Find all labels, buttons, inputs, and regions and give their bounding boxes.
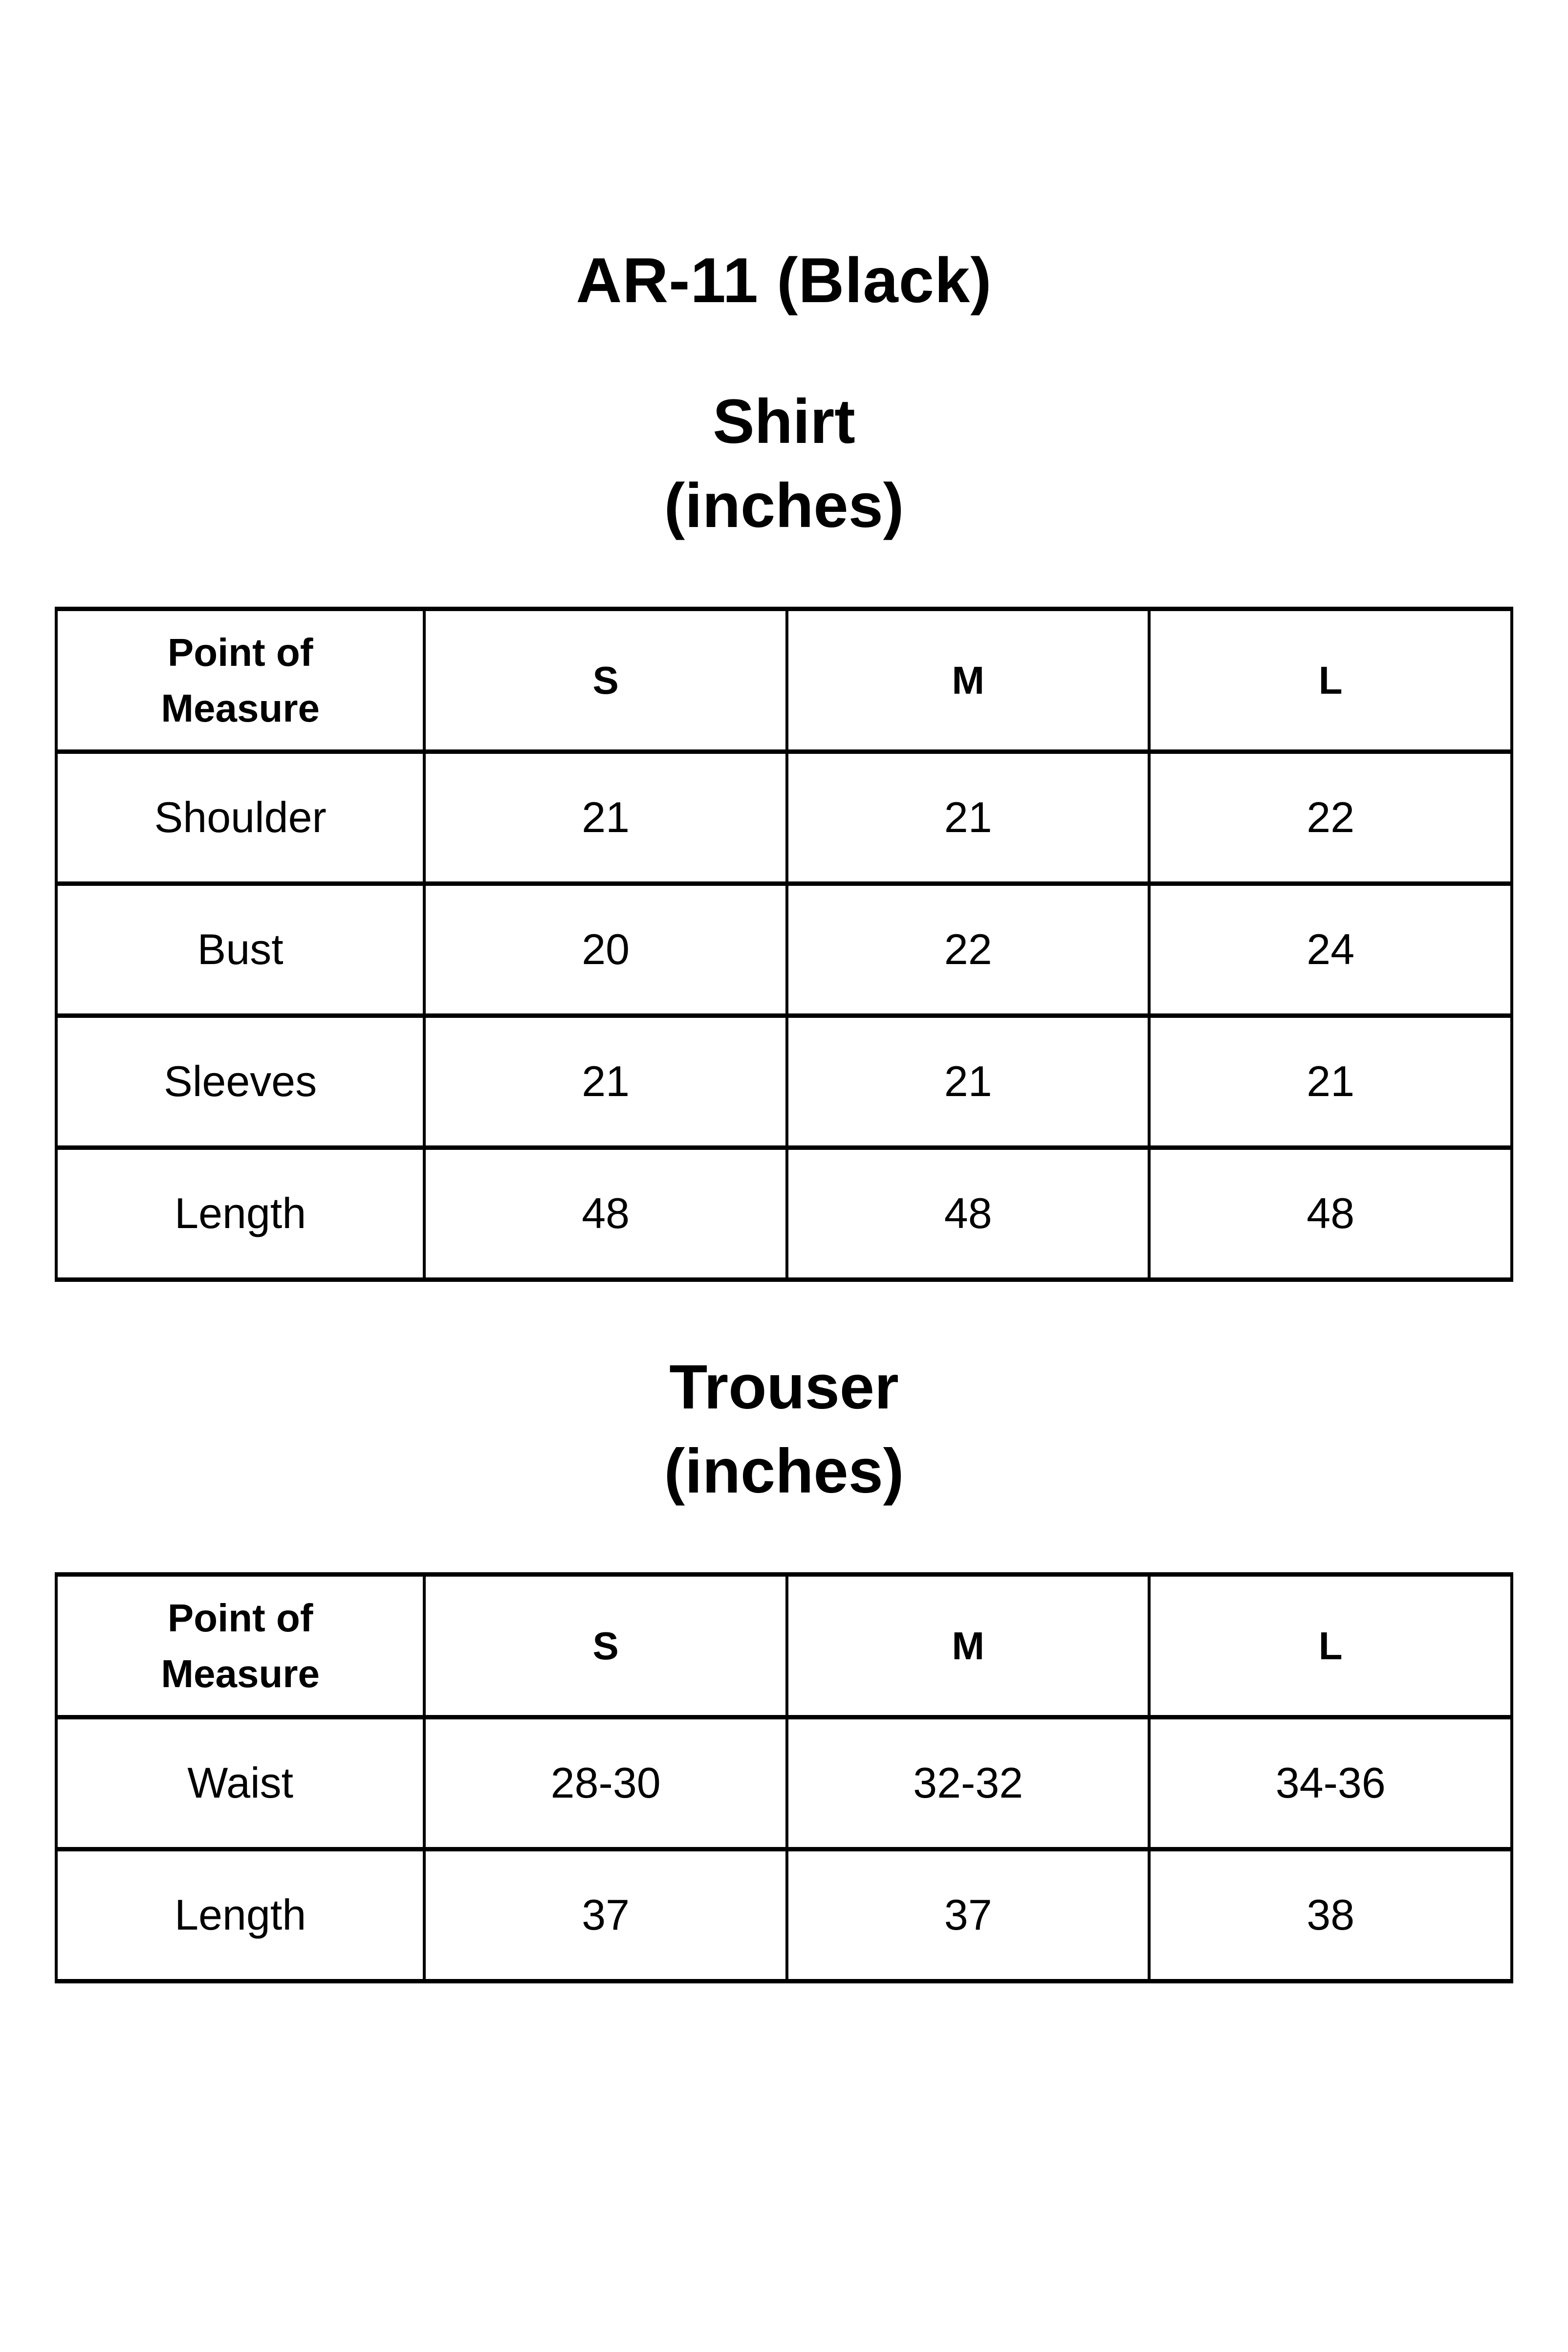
- trouser-table-header-row: [56, 1575, 1512, 1717]
- row-label-cell: Length: [56, 1849, 424, 1981]
- value-cell-l: 48: [1149, 1148, 1512, 1280]
- row-label-cell: Sleeves: [56, 1016, 424, 1148]
- shirt-row-bust: [56, 884, 1512, 1016]
- shirt-size-table: [55, 607, 1513, 1282]
- trouser-section-heading: [0, 1345, 1568, 1514]
- point-of-measure-label: Point of Measure: [161, 1596, 320, 1695]
- shirt-row-sleeves: [56, 1016, 1512, 1148]
- value-cell-l: 21: [1149, 1016, 1512, 1148]
- value-cell-l: 38: [1149, 1849, 1512, 1981]
- value-cell-s: 20: [424, 884, 787, 1016]
- value-cell-s: 37: [424, 1849, 787, 1981]
- trouser-size-table: [55, 1572, 1513, 1983]
- row-label-cell: Length: [56, 1148, 424, 1280]
- page-title: AR-11 (Black): [576, 244, 992, 316]
- trouser-heading-text: Trouser: [669, 1352, 899, 1422]
- value-cell-m: 48: [787, 1148, 1150, 1280]
- value-cell-m: 32-32: [787, 1717, 1150, 1849]
- value-cell-m: 22: [787, 884, 1150, 1016]
- shirt-row-shoulder: [56, 752, 1512, 884]
- row-label-cell: Waist: [56, 1717, 424, 1849]
- shirt-section-heading: [0, 380, 1568, 548]
- shirt-heading-text: Shirt: [713, 387, 855, 457]
- shirt-unit-label: (inches): [664, 471, 904, 541]
- value-cell-s: 28-30: [424, 1717, 787, 1849]
- trouser-row-waist: [56, 1717, 1512, 1849]
- value-cell-s: 48: [424, 1148, 787, 1280]
- value-cell-l: 24: [1149, 884, 1512, 1016]
- shirt-header-size-m: M: [787, 609, 1150, 752]
- point-of-measure-label: Point of Measure: [161, 630, 320, 730]
- value-cell-m: 21: [787, 1016, 1150, 1148]
- row-label-cell: Shoulder: [56, 752, 424, 884]
- shirt-header-size-l: L: [1149, 609, 1512, 752]
- value-cell-s: 21: [424, 1016, 787, 1148]
- shirt-header-point-of-measure: [56, 609, 424, 752]
- value-cell-m: 37: [787, 1849, 1150, 1981]
- trouser-header-point-of-measure: [56, 1575, 424, 1717]
- trouser-header-size-l: L: [1149, 1575, 1512, 1717]
- value-cell-s: 21: [424, 752, 787, 884]
- row-label-cell: Bust: [56, 884, 424, 1016]
- shirt-table-header-row: [56, 609, 1512, 752]
- shirt-header-size-s: S: [424, 609, 787, 752]
- value-cell-l: 22: [1149, 752, 1512, 884]
- value-cell-m: 21: [787, 752, 1150, 884]
- trouser-header-size-m: M: [787, 1575, 1150, 1717]
- value-cell-l: 34-36: [1149, 1717, 1512, 1849]
- shirt-row-length: [56, 1148, 1512, 1280]
- trouser-unit-label: (inches): [664, 1436, 904, 1506]
- trouser-row-length: [56, 1849, 1512, 1981]
- trouser-header-size-s: S: [424, 1575, 787, 1717]
